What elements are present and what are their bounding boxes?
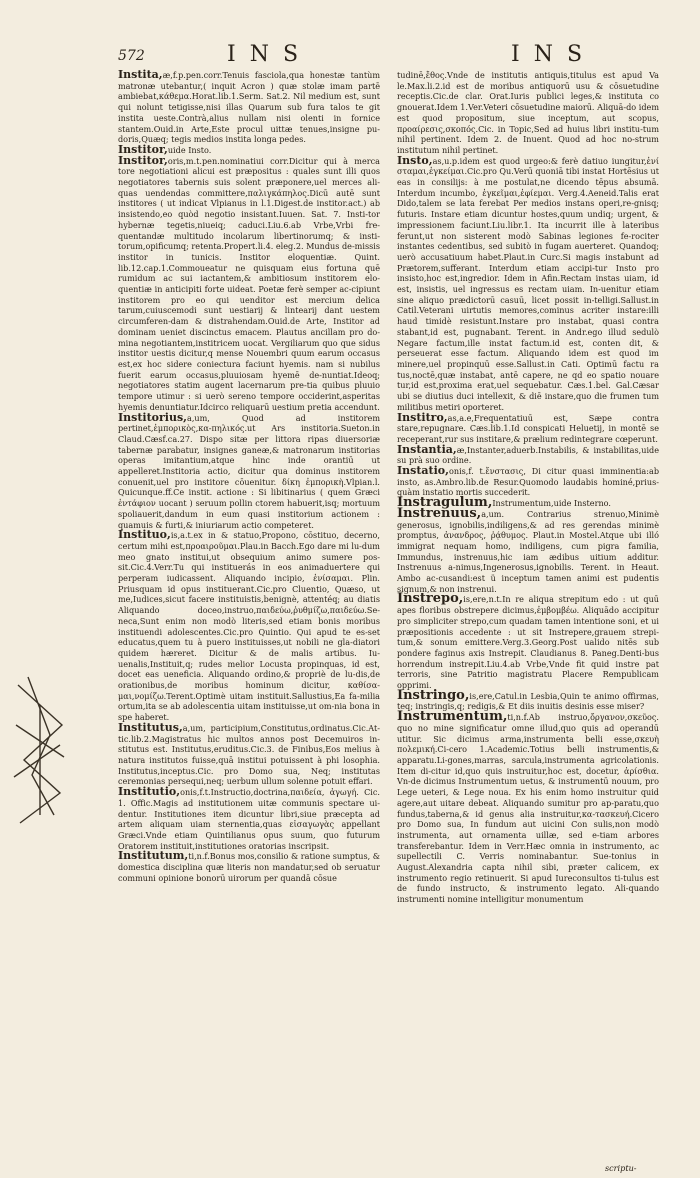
entry-headword: Institutio,: [118, 785, 181, 799]
catchword: scriptu-: [605, 1163, 637, 1173]
dictionary-entry: [118, 153, 380, 413]
page-header: [0, 42, 700, 70]
entry-headword: Institor,: [118, 153, 168, 167]
entry-text: oris,m.t.pen.nominatiui corr.Dicitur qui à merca tore negotiationi alicui est præpositus : quales sunt illi quos negotiatores tabernis suis solent præponere,uel merces ali-quas uendendas committere,παλιγκάπηλος.Dicū autē sunt institores ( ut indicat Vlpianus in l.1.Digest.de institor.act.) ab insistendo,eo quòd negotio insistant.Iuuen. Sat. 7. Insti-tor hybernæ tegetis,niueiq; caduci.Liu.6.ab Vrbe,Vrbi fre-quentandæ multitudo incolarum libertinorumq; & insti-torum,opificumq; retenta.Propert.li.4. eleg.2. Mundus de-missis institor in tunicis. Institor eloquentiæ. Quint. lib.12.cap.1.Commoueatur ne quisquam eius fortuna quē rumidum ac sui iactantem,& ambitiosum institorem elo-quentiæ in anticipiti forte uideat. Poetæ ferè semper ac-cipiunt institorem pro eo qui uenditor est mercium delica tarum,cuiuscemodi sunt uestiarij & lintearij dant uestem circumferen-dam & distrahendam.Ouid.de Arte, Institor ad dominam ueniet discinctus emacem. Plautus ancillam pro do-mina negotiantem,institricem uocat. Vergiliarum quo que sidus institor uestis dicitur,q mense Nouembri quum earum occasus est,ex hoc sidere coniectura faciunt hyemis. nam si nubilus fuerit earum occasus,pluuiosam hyemē de-nuntiat.Ideoq; negotiatores statim augent lacernarum pre-tia quibus pluuio tempore utimur : si uerò sereno tempore occiderint,asperitas hyemis denuntiatur.Idcirco reliquarū uestium pretia accendunt.: [118, 155, 380, 412]
right-column: [397, 70, 659, 905]
dictionary-entry: [118, 530, 380, 723]
dictionary-entry: [397, 591, 659, 691]
entry-headword: Institor,: [118, 142, 168, 156]
dictionary-entry: [397, 442, 659, 466]
dictionary-entry: [118, 410, 380, 531]
dictionary-entry: [118, 70, 380, 145]
entry-headword: Instringo,: [397, 687, 470, 703]
dictionary-entry: [118, 720, 380, 787]
entry-text: a,um, Quod ad institorem pertinet,ἐμπορικὸς,κα-πηλικός.ut Ars institoria.Sueton.in Claud.Cæsf.ca.27. Dispo sitæ per littora ripas diuersoriæ tabernæ parabatur, insignes ganeæ,& matronarum institorias operas imitantium,atque hinc inde orantiū ut appelleret.Institoria actio, dicitur qua dominus institorem conuenit,uel pro institore cōuenitur. δίκη ἐμπορικὴ.Vlpian.l. Quicunque.ff.Ce instit. actione : Si libitinarius ( quem Græci ἐντάφιον uocant ) seruum pollin ctorem habuerit,isq; mortuum spoliauerit,dandum in eum quasi institorium actionem : quamuis & furti,& iniuriarum actio competeret.: [118, 412, 380, 530]
entry-text: onis,f. t.ἔνστασις, Di citur quasi imminentia:ab insto, as.Ambro.lib.de Resur.Quomodo laudabis hominé,prius-quàm instatio mortis succederit.: [397, 466, 659, 498]
entry-text: æ,f.p.pen.corr.Tenuis fasciola,qua honestæ tantùm matronæ utebantur,( inquit Acron ) quæ stolæ imam partē ambiebat,κάθεμα.Horat.lib.1.Serm. Sat.2. Nil medium est, sunt qui nolunt tetigisse,nisi illas Quarum sub fura talos te git instita ueste.Contrà,alius nullam nisi olenti in fornice stantem.Ouid.in Arte,Este procul uittæ tenues,insigne pu-doris,Quæq; tegis medios instita longa pedes.: [118, 70, 380, 145]
page-number: 572: [118, 48, 145, 64]
dictionary-entry: [397, 153, 659, 413]
dictionary-entry: [397, 410, 659, 445]
running-head-left: INS: [227, 42, 313, 67]
entry-text: is,ere,n.t.In re aliqua strepitum edo : ut quū apes floribus obstrepere dicimus,ἐμβομβέω. Aliquādo accipitur pro simpliciter strepo,cum quadam tamen intentione soni, et ui præpositionis accedente : ut sit Instrepere,grauem strepi-tum,& sonum emittere.Verg.3.Georg.Post ualido nitēs sub pondere faginus axis Instrepit. Claudianus 8. Paneg.Denti-bus horrendum instrepit.Liu.4.ab Vrbe,Vnde fit quid instre pat terroris, sine Patritio magistratu Placere Rempublicam opprimi.: [397, 594, 659, 691]
entry-headword: Insto,: [397, 153, 433, 167]
entry-text: æ,Instanter,aduerb.Instabilis, & instabilitas,uide su prà suo ordine.: [397, 444, 659, 466]
entry-headword: Instituo,: [118, 528, 171, 542]
entry-headword: Institro,: [397, 410, 448, 424]
entry-headword: Instrumentum,: [397, 709, 508, 725]
entry-headword: Instita,: [118, 68, 163, 81]
entry-text: a,um, participium,Constitutus,ordinatus.Cic.At-tic.lib.2.Magistratus hic multos annos post Decemuiros in-stitutus est. Institutus,eruditus.Cic.3. de Finibus,Eos melius à natura institutos fuisse,quā institui potuissent à phi losophia. Institutus,inceptus.Cic. pro Domo sua, Neq; institutas ceremonias persequi,neq; uerbum ullum solenne potuit effari.: [118, 722, 380, 787]
entry-headword: Instatio,: [397, 464, 449, 478]
entry-headword: Instragulum,: [397, 495, 493, 511]
entry-headword: Instrepo,: [397, 591, 464, 607]
entry-text: onis,f.t.Instructio,doctrina,παιδεία, ἀγωγή. Cic. 1. Offic.Magis ad institutionem uitæ communis spectare ui-dentur. Institutiones item dicuntur libri,siue præcepta ad artem aliquam uiam sternentia,quas εἰσαγωγὰς appellant Græci.Vnde etiam Quintilianus opus suum, quo futurum Oratorem instituit,institutiones oratorias inscripsit.: [118, 787, 380, 851]
entry-text: uide Insto.: [167, 144, 212, 155]
dictionary-entry: [397, 466, 659, 498]
dictionary-entry: [118, 851, 380, 883]
entry-text: is,ere,Catul.in Lesbia,Quin te animo offirmas, teq; instringis,q; redigis,& Et diis inuitis desinis esse miser?: [397, 690, 659, 712]
dictionary-entry: [397, 70, 659, 156]
dictionary-entry: [118, 787, 380, 851]
entry-text: Instrumentum,uide Insterno.: [492, 498, 611, 509]
entry-text: as,u.p.idem est quod urgeo:& ferè datiuo iungitur,ἐνί σταμαι,ἐγκείμαι.Cic.pro Qu.Verū quoniā tibi instat Hortēsius ut eas in consilijs: à me postulat,ne dicendo tēpus absumā. Interdum incumbo, ἐγκεῖμαι,ἐφίεμαι. Verg.4.Aeneid.Talis erat Dido,talem se lata ferebat Per medios instans operi,re-gnisq; futuris. Instare etiam dicuntur hostes,quum undiq; urgent, & impressionem faciunt.Liu.libr.1. Ita incurrit ille à lateribus ferunt,ut non sisterent modò Sabinas legiones fe-rociter instantes cedentibus, sed subitò in fugam auerteret. Quandoq; uerò accusatiuum habet.Plaut.in Curc.Si magis instabunt ad Prætorem,sufferant. Interdum etiam accipi-tur Insto pro insisto,hoc est,ingredior. Idem in Afin.Rectam instas uiam, id est, insistis, uel ingressus es rectam uiam. In-uenitur etiam sine aliquo prædictorū casuū, licet possit in-telligi.Sallust.in Catil.Veterani uirtutis memores,cominus acriter instare:illi haud timidè resistunt.Instare pro instabat, quasi contra stabant,id est, pugnabant. Terent. in Andr.ego illud sedulò Negare factum,ille instat factum.id est, conten dit, & perseuerat esse factum. Aliquando idem est quod im minere,uel propinquū esse.Sallust.in Cati. Optimū factu ra tus,noctē,quæ instabat, antē capere, ne qd eo spatio nouare tur,id est,proxima erat,uel sequebatur. Cæs.1.bel. Gal.Cæsar ubi se diutius duci intellexit, & diē instare,quo die frumen tum militibus metiri oporteret.: [397, 155, 659, 412]
dictionary-entry: [397, 505, 659, 595]
entry-headword: Instrenuus,: [397, 505, 482, 521]
entry-text: as,a.e,Frequentatiuū est, Sæpe contra stare,repugnare. Cæs.lib.1.Id conspicati Heluetij, in montē se receperant,rur sus institare,& prælium redintegrare cœperunt.: [397, 412, 659, 444]
entry-text: a,um. Contrarius strenuo,Minimè generosus, ignobilis,indiligens,& ad res gerendas minimè promptus, ἀνανδρος, ῥᾴθυμος. Plaut.in Mostel.Atque ubi illó immigrat nequam homo, indiligens, cum pigra familia, Immundus, instrenuus,hic iam ædibus uitium additur. Instrenuus a-nimus,Ingenerosus,ignobilis. Terent. in Heaut. Ambo ac-cusandi:est ü inceptum tamen animi est pudentis signum,& non instrenui.: [397, 508, 659, 594]
marginal-sketch-icon: [10, 665, 70, 835]
entry-text: ti,n.f.Ab instruo,ὄργανον,σκεῦος. quo no mine significatur omne illud,quo quis ad operandū utitur. Sic dicimus arma,instrumenta belli esse,σκευὴ πολεμική.Ci-cero 1.Academic.Totius belli instrumentis,& apparatu.Li-gones,marras, sarcula,instrumenta agricolationis. Item di-citur id,quo quis instruitur,hoc est, docetur, ἀρίσθια. Vn-de dicimus Instrumentum uetus, & instrumentū nouum, pro Lege ueteri, & Lege noua. Ex his enim homo instruitur quid agere,aut uitare debeat. Aliquando sumitur pro ap-paratu,quo fundus,taberna,& id genus alia instruitur,κα-τασκευή.Cicero pro Domo sua, In fundum aut uicini Con sulis,non modò instrumenta, aut ornamenta uillæ, sed e-tiam arbores transferebantur. Idem in Verr.Hæc omnia in instrumento, ac supellectili C. Verris nominabantur. Sue-tonius in August.Alexandria capta nihil sibi, præter calicem, ex instrumento regio retinuerit. Si apud Iureconsultos ti-tulus est de fundo instructo, & instrumento legato. Ali-quando instrumenti nomine intelligitur monumentum: [397, 712, 659, 905]
entry-headword: Institutus,: [118, 720, 183, 734]
running-head-right: INS: [511, 42, 597, 67]
dictionary-entry: [397, 709, 659, 905]
entry-text: tudinē,ἔθος.Vnde de institutis antiquis,titulus est apud Va le.Max.li.2.id est de moribus antiquorū usu & cōsuetudine receptis.Cic.de clar. Orat.Iuris publici leges,& instituta co gnouerat.Idem 1.Ver.Veteri cōsuetudine maiorū. Aliquā-do idem est quod propositum, siue inceptum, aut scopus, προαίρεσις,σκοπός.Cic. in Topic,Sed ad huius libri institu-tum nihil pertinent. Idem 2. de Inuent. Quod ad hoc no-strum institutum nihil pertinet.: [397, 70, 659, 155]
entry-headword: Institorius,: [118, 410, 188, 424]
entry-headword: Institutum,: [118, 849, 189, 863]
entry-text: ti,n.f.Bonus mos,consilio & ratione sumptus, & domestica disciplina quæ literis non mandatur,sed ob seruatur communi opinione bonorū uirorum per quandā cōsue: [118, 851, 380, 883]
left-column: [118, 70, 380, 883]
entry-text: is,a.t.ex in & statuo,Propono, cōstituo, decerno, certum mihi est,προαιροῦμαι.Plau.in Bacch.Ego dare mi lu-dum meo gnato institui,ut obsequium animo sumere pos-sit.Cic.4.Verr.Tu qui instituerás in eos animaduertere qui perperam iudicassent. Aliquando incipio, ἐνίσαμαι. Plin. Priusquam id opus instituerant.Cic.pro Cluentio, Quæso, ut me,Iudices,sicut facere instituistis,benignè, attentéq; au diatis Aliquando doceo,instruo,παιδεύω,ῥυθμίζω,παιδεύω.Se-neca,Sunt enim non modò literis,sed etiam bonis moribus instituendi adolescentes.Cic.pro Quintio. Qui apud te es-set educatus,quem tu à puero instituisses,ut nobili ne gla-diatori quidem hæreret. Dicitur & de malis artibus. Iu-uenalis,Instituit,q; rudes melior Locusta propinquas, id est, docet eas ueneficia. Aliquando ordino,& propriè de lu-dis,de orationibus,de moribus hominum dicitur, καθίσα-μαι,νομίζω.Terent.Optimè uitam instituit.Sallustius,Ea fa-milia ortum,ita se ab adolescentia uitam instituisse,ut om-nia bona in spe haberet.: [118, 530, 380, 723]
entry-headword: Instantia,: [397, 442, 457, 456]
